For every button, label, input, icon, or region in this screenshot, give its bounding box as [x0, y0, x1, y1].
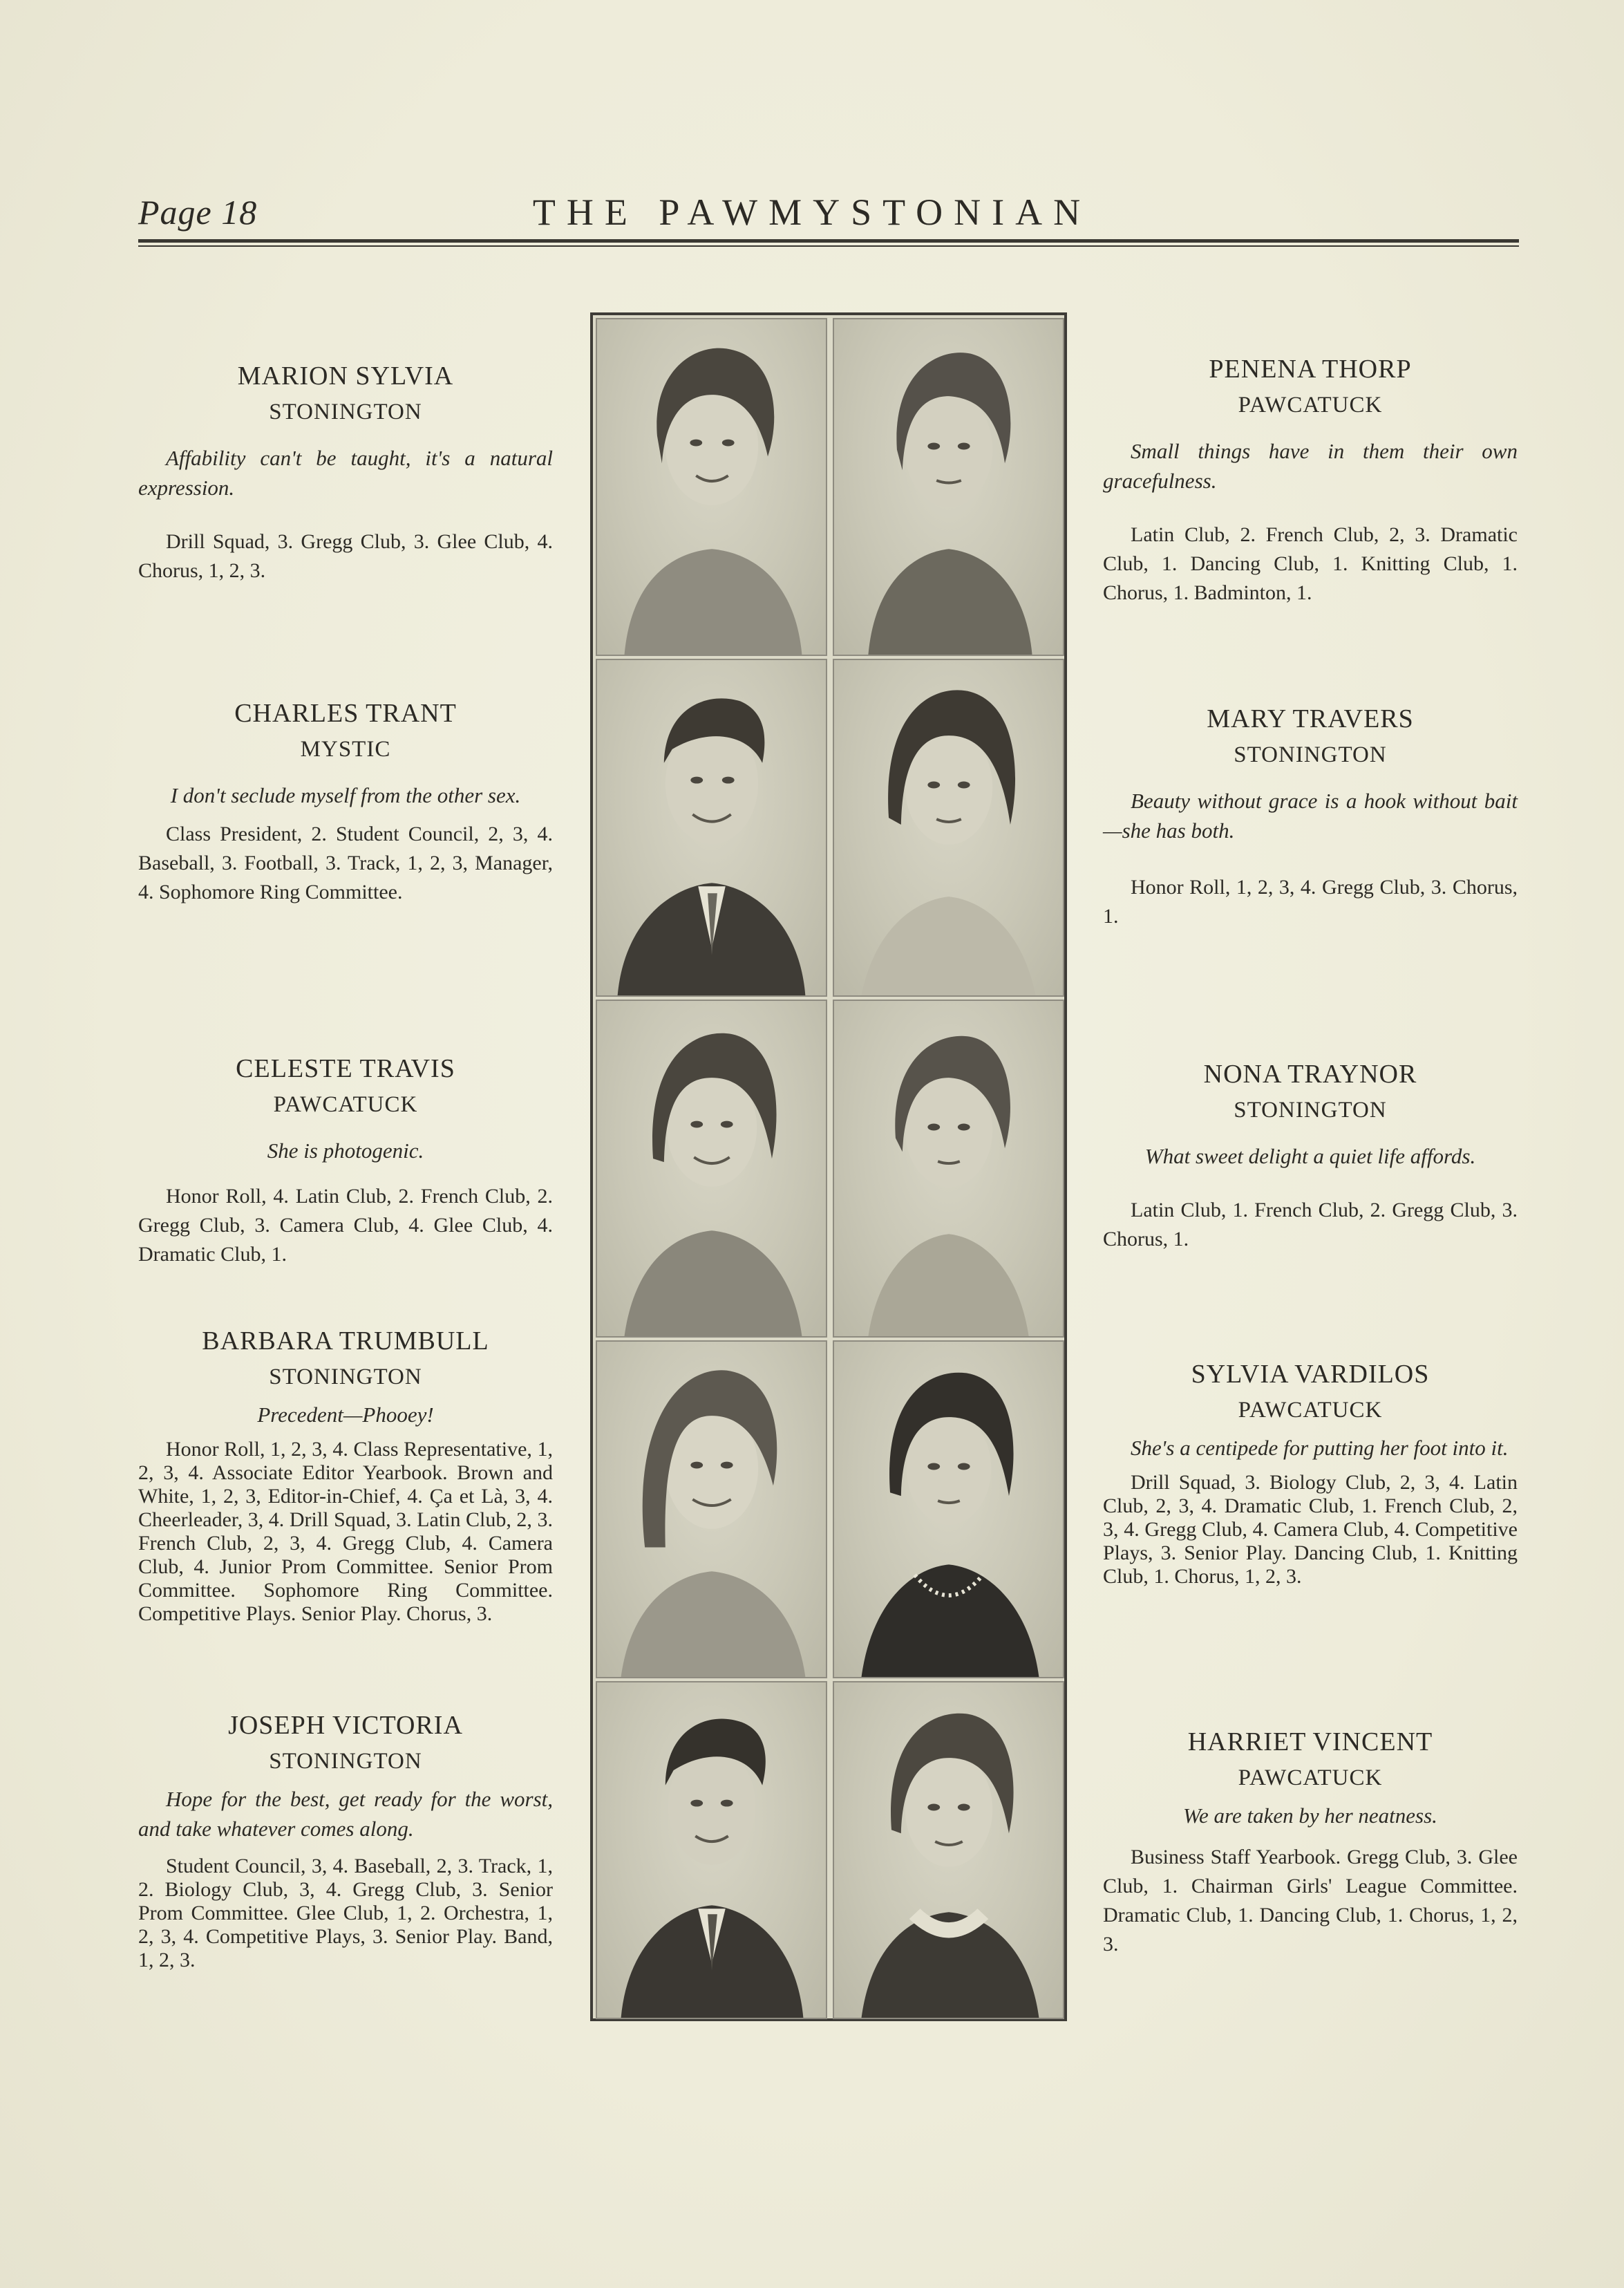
student-entry-left-2: [138, 698, 553, 907]
student-town: PAWCATUCK: [1238, 1398, 1383, 1423]
student-town: PAWCATUCK: [273, 1092, 418, 1117]
student-name: CHARLES TRANT: [234, 699, 457, 728]
student-quote: Hope for the best, get ready for the worst, and take whatever comes along.: [138, 1787, 553, 1841]
student-town: PAWCATUCK: [1238, 393, 1383, 418]
portrait-photo-celeste-travis: [596, 1000, 827, 1338]
student-quote: I don't seclude myself from the other sex.: [170, 783, 521, 807]
portrait-photo-barbara-trumbull: [596, 1340, 827, 1678]
student-activities: Student Council, 3, 4. Baseball, 2, 3. Track, 1, 2. Biology Club, 3, 4. Gregg Club, 3. Senior Prom Committee. Glee Club, 1, 2. Orchestra, 1, 2, 3, 4. Competitive Plays, 3. Senior Play. Band, 1, 2, 3.: [138, 1855, 553, 1971]
student-quote: We are taken by her neatness.: [1183, 1803, 1437, 1828]
student-quote: What sweet delight a quiet life affords.: [1144, 1144, 1476, 1168]
student-entry-right-1: [1103, 354, 1518, 608]
student-town: STONINGTON: [269, 1749, 422, 1774]
portrait-girl-icon: [597, 1342, 826, 1677]
portrait-photo-charles-trant: [596, 659, 827, 997]
portrait-girl-icon: [834, 1342, 1063, 1677]
portrait-photo-mary-travers: [833, 659, 1064, 997]
student-entry-left-1: [138, 361, 553, 585]
student-name: JOSEPH VICTORIA: [228, 1711, 463, 1740]
portrait-boy-icon: [597, 660, 826, 995]
student-town: MYSTIC: [300, 737, 391, 762]
student-entry-left-3: [138, 1053, 553, 1269]
portrait-panel: [590, 312, 1067, 2021]
header-rule-thin: [138, 245, 1519, 247]
portrait-photo-harriet-vincent: [833, 1681, 1064, 2019]
student-quote: Beauty without grace is a hook without bait—she has both.: [1103, 789, 1518, 843]
student-name: SYLVIA VARDILOS: [1191, 1360, 1430, 1389]
portrait-girl-icon: [597, 1001, 826, 1336]
student-name: MARY TRAVERS: [1207, 704, 1414, 733]
portrait-photo-marion-sylvia: [596, 318, 827, 656]
header-rule-thick: [138, 239, 1519, 243]
student-name: NONA TRAYNOR: [1203, 1060, 1417, 1089]
student-name: BARBARA TRUMBULL: [202, 1326, 489, 1356]
student-name: MARION SYLVIA: [237, 362, 454, 391]
portrait-photo-penena-thorp: [833, 318, 1064, 656]
portrait-girl-icon: [834, 660, 1063, 995]
student-town: STONINGTON: [1234, 742, 1387, 767]
student-quote: Affability can't be taught, it's a natural expression.: [138, 446, 553, 500]
student-activities: Drill Squad, 3. Biology Club, 2, 3, 4. Latin Club, 2, 3, 4. Dramatic Club, 1. French Club, 2, 3, 4. Gregg Club, 4. Camera Club, 4. Competitive Plays, 3. Senior Play. Dancing Club, 1. Knitting Club, 1. Chorus, 1, 2, 3.: [1103, 1471, 1518, 1588]
student-town: PAWCATUCK: [1238, 1765, 1383, 1790]
student-name: CELESTE TRAVIS: [236, 1054, 455, 1083]
portrait-boy-icon: [597, 1682, 826, 2018]
student-activities: Latin Club, 1. French Club, 2. Gregg Club, 3. Chorus, 1.: [1103, 1199, 1518, 1250]
portrait-girl-icon: [834, 1001, 1063, 1336]
student-entry-right-4: [1103, 1359, 1518, 1588]
portrait-girl-icon: [597, 319, 826, 655]
student-activities: Honor Roll, 1, 2, 3, 4. Gregg Club, 3. Chorus, 1.: [1103, 876, 1518, 928]
student-quote: She is photogenic.: [267, 1138, 424, 1163]
student-entry-left-5: [138, 1710, 553, 1972]
student-activities: Drill Squad, 3. Gregg Club, 3. Glee Club, 4. Chorus, 1, 2, 3.: [138, 530, 553, 582]
student-activities: Business Staff Yearbook. Gregg Club, 3. Glee Club, 1. Chairman Girls' League Committee. Dramatic Club, 1. Dancing Club, 1. Chorus, 1, 2, 3.: [1103, 1846, 1518, 1956]
portrait-girl-icon: [834, 1682, 1063, 2018]
student-quote: She's a centipede for putting her foot into it.: [1131, 1436, 1509, 1460]
student-activities: Honor Roll, 4. Latin Club, 2. French Club, 2. Gregg Club, 3. Camera Club, 4. Glee Club, 4. Dramatic Club, 1.: [138, 1185, 553, 1266]
student-entry-left-4: [138, 1326, 553, 1626]
student-town: STONINGTON: [269, 400, 422, 424]
student-quote: Precedent—Phooey!: [257, 1403, 434, 1427]
student-entry-right-2: [1103, 704, 1518, 931]
page-number: Page 18: [138, 193, 258, 232]
portrait-girl-icon: [834, 319, 1063, 655]
portrait-photo-sylvia-vardilos: [833, 1340, 1064, 1678]
student-name: PENENA THORP: [1209, 355, 1412, 384]
yearbook-title: THE PAWMYSTONIAN: [532, 191, 1092, 233]
student-entry-right-5: [1103, 1727, 1518, 1959]
portrait-photo-joseph-victoria: [596, 1681, 827, 2019]
student-town: STONINGTON: [1234, 1098, 1387, 1123]
student-activities: Class President, 2. Student Council, 2, 3, 4. Baseball, 3. Football, 3. Track, 1, 2, 3, Manager, 4. Sophomore Ring Committee.: [138, 823, 553, 903]
student-entry-right-3: [1103, 1059, 1518, 1254]
student-quote: Small things have in them their own gracefulness.: [1103, 439, 1518, 493]
student-activities: Latin Club, 2. French Club, 2, 3. Dramatic Club, 1. Dancing Club, 1. Knitting Club, 1. Chorus, 1. Badminton, 1.: [1103, 523, 1518, 604]
student-activities: Honor Roll, 1, 2, 3, 4. Class Representative, 1, 2, 3, 4. Associate Editor Yearbook. Brown and White, 1, 2, 3, Editor-in-Chief, 4. Ça et Là, 3, 4. Cheerleader, 3, 4. Drill Squad, 3. Latin Club, 2, 3. French Club, 2, 3, 4. Gregg Club, 4. Camera Club, 4. Junior Prom Committee. Senior Prom Committee. Sophomore Ring Committee. Competitive Plays. Senior Play. Chorus, 3.: [138, 1438, 553, 1625]
student-name: HARRIET VINCENT: [1187, 1727, 1433, 1756]
portrait-photo-nona-traynor: [833, 1000, 1064, 1338]
student-town: STONINGTON: [269, 1365, 422, 1389]
